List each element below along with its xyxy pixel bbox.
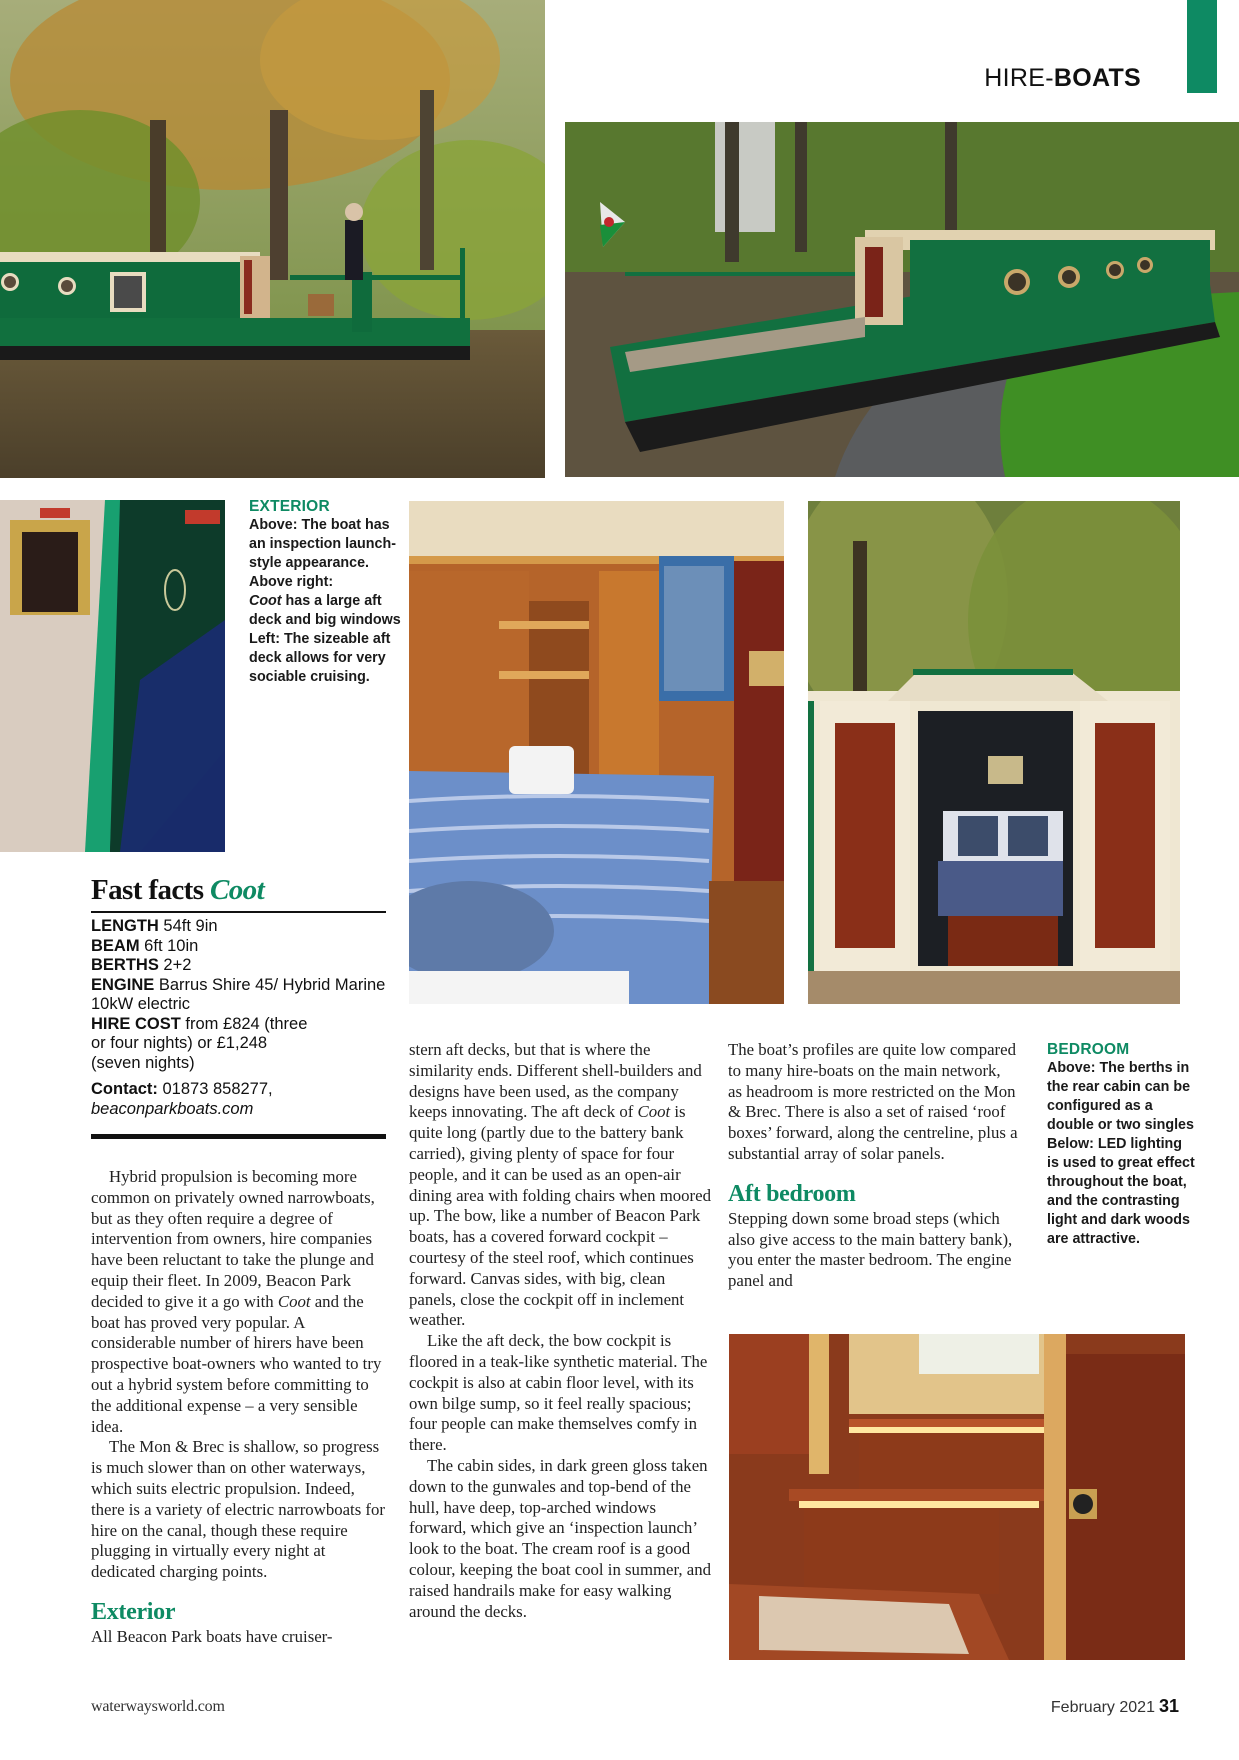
fact-engine: ENGINE Barrus Shire 45/ Hybrid Marine 10kW electric (91, 975, 386, 1013)
photo-boat-moored (565, 122, 1239, 477)
section-title (984, 64, 1141, 93)
photo-aft-deck (0, 500, 225, 852)
fact-berths: BERTHS 2+2 (91, 956, 192, 974)
article-column-3 (728, 1040, 1018, 1292)
paragraph: All Beacon Park boats have cruiser- (91, 1626, 333, 1646)
caption-bedroom: BEDROOM Above: The berths in the rear cabin can be configured as a double or two singles Below: LED lighting is used to great effect throughout the boat, and the contrasting light and dark woods are attractive. (1047, 1040, 1197, 1249)
caption-bedroom-heading: BEDROOM (1047, 1041, 1130, 1058)
paragraph: Like the aft deck, the bow cockpit is floored in a teak-like synthetic material. The cockpit is also at cabin floor level, with its own bilge sump, so it feel really spacious; four people can make themselves comfy in there. (409, 1331, 708, 1455)
section-title-bold: BOATS (1053, 64, 1141, 92)
photo-led-steps (729, 1334, 1185, 1660)
fact-contact: Contact: 01873 858277, beaconparkboats.com (91, 1080, 273, 1118)
paragraph: The boat’s profiles are quite low compared to many hire-boats on the main network, as headroom is more restricted on the Mon & Brec. There is also a set of raised ‘roof boxes’ forward, along the centreline, plus a substantial array of solar panels. (728, 1040, 1018, 1163)
article-column-1 (91, 1167, 391, 1648)
caption-exterior: EXTERIOR Above: The boat has an inspection launch-style appearance. Above right: Coot has a large aft deck and big windows Left: The sizeable aft deck allows for very sociable cruising. (249, 497, 409, 687)
caption-exterior-heading: EXTERIOR (249, 498, 330, 515)
photo-boat-cruising (0, 0, 545, 478)
paragraph: The Mon & Brec is shallow, so progress is much slower than on other waterways, which suits electric propulsion. Indeed, there is a variety of electric narrowboats for hire on the canal, though these require plugging in virtually every night at dedicated charging points. (91, 1437, 385, 1582)
fast-facts-title: Fast facts Coot (91, 874, 265, 906)
footer-issue-date: February 2021 (1050, 1699, 1155, 1716)
article-column-2 (409, 1040, 714, 1622)
paragraph: Hybrid propulsion is becoming more common on privately owned narrowboats, but as they often require a degree of intervention from owners, hire companies have been reluctant to take the plunge and equip their fleet. In 2009, Beacon Park decided to give it a go with Coot and the boat has proved very popular. A considerable number of hirers have been prospective boat-owners who wanted to try out a hybrid system before committing to the additional expense – a very sensible idea. (91, 1167, 382, 1436)
section-color-tab (1187, 0, 1217, 93)
photo-rear-doors (808, 501, 1180, 1004)
section-title-light: HIRE- (984, 64, 1054, 92)
paragraph: stern aft decks, but that is where the similarity ends. Different shell-builders and designs have been used, as the company keeps innovating. The aft deck of Coot is quite long (partly due to the battery bank carried), giving plenty of space for four people, and it can be used as an open-air dining area with folding chairs when moored up. The bow, like a number of Beacon Park boats, has a covered forward cockpit – courtesy of the steel roof, which continues forward. Canvas sides, with big, clean panels, close the cockpit off in inclement weather. (409, 1040, 711, 1330)
subhead-exterior: Exterior (91, 1598, 176, 1625)
paragraph: Stepping down some broad steps (which also give access to the main battery bank), you enter the master bedroom. The engine panel and (728, 1208, 1013, 1291)
photo-bedroom-interior (409, 501, 784, 1004)
paragraph: The cabin sides, in dark green gloss taken down to the gunwales and top-bend of the hull, have deep, top-arched windows forward, which give an ‘inspection launch’ look to the boat. The cream roof is a good colour, keeping the boat cool in summer, and raised handrails make for easy walking around the decks. (409, 1455, 712, 1621)
fast-facts-boat-name: Coot (210, 874, 265, 906)
footer-website[interactable]: waterwaysworld.com (91, 1698, 225, 1715)
fast-facts-list (91, 917, 391, 1119)
page-number: 31 (1158, 1696, 1179, 1716)
fact-hire-cost: HIRE COST from £824 (three or four nights) or £1,248 (seven nights) (91, 1014, 308, 1072)
subhead-aft-bedroom: Aft bedroom (728, 1180, 856, 1207)
contact-url[interactable]: beaconparkboats.com (91, 1099, 254, 1118)
fast-facts-bottom-rule (91, 1134, 386, 1139)
footer-issue (1051, 1696, 1179, 1717)
fast-facts-top-rule (91, 911, 386, 913)
fact-length: LENGTH 54ft 9in (91, 917, 218, 935)
fact-beam: BEAM 6ft 10in (91, 936, 199, 955)
